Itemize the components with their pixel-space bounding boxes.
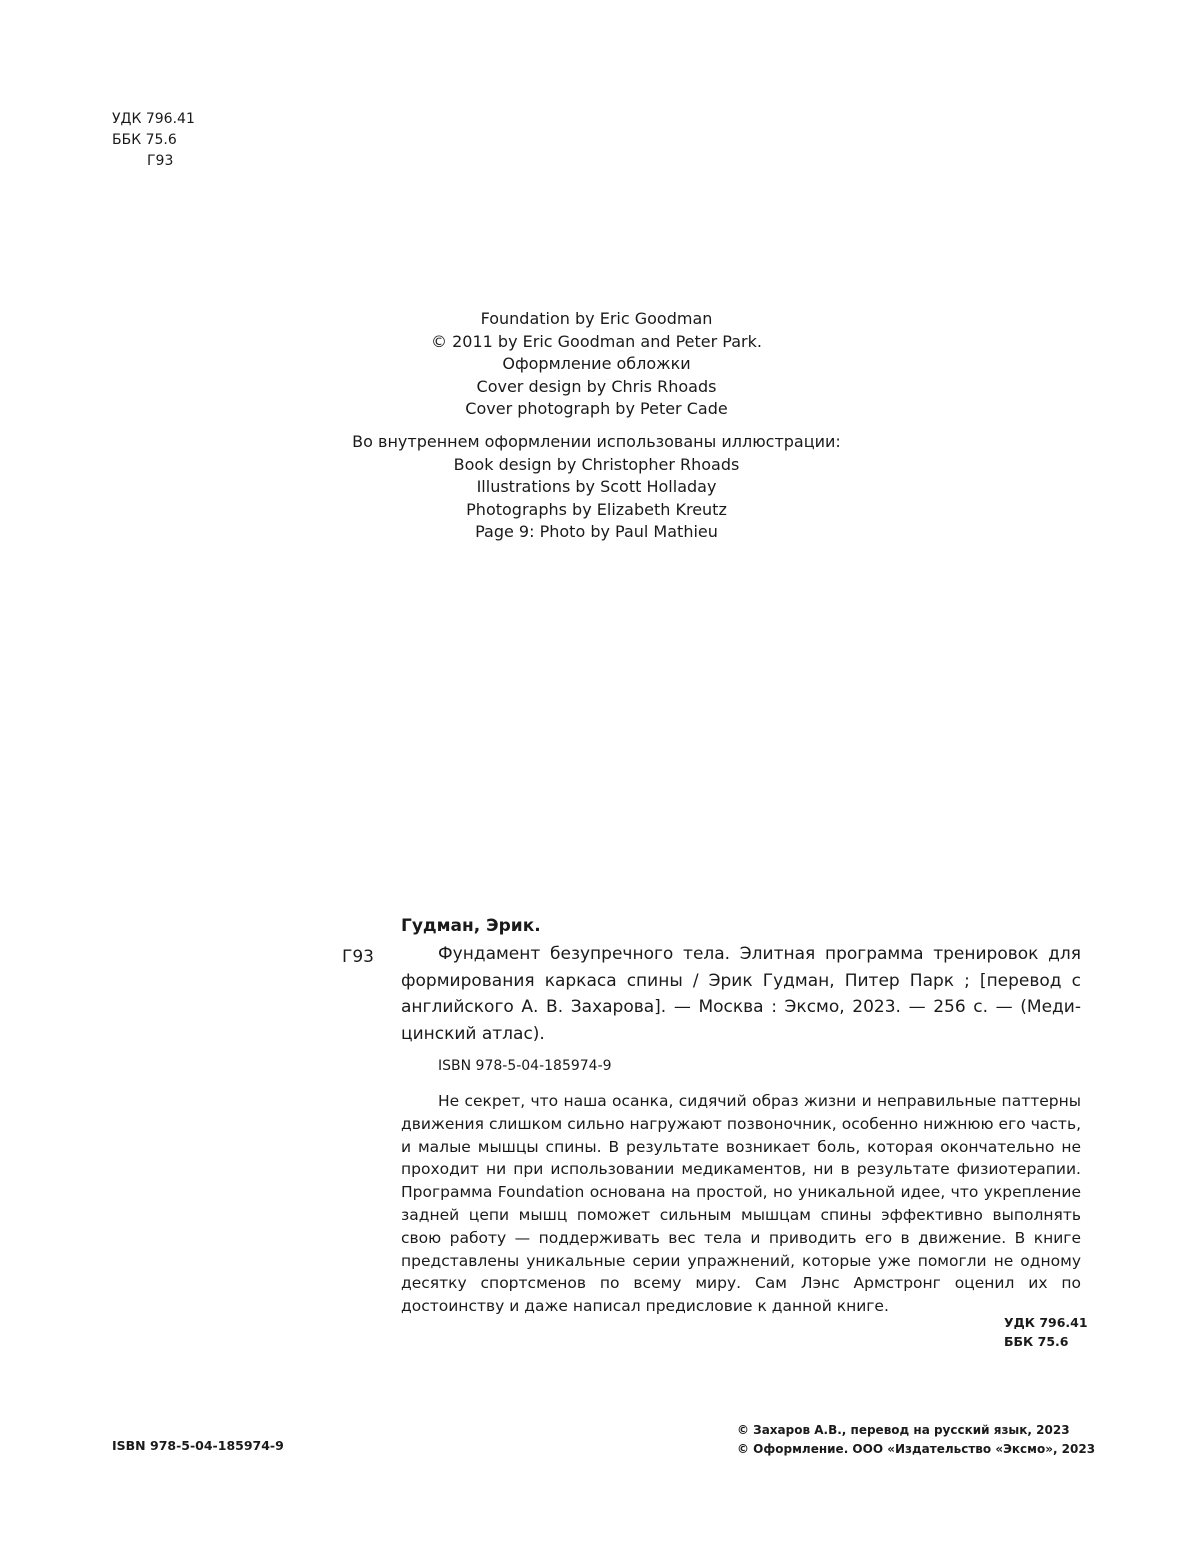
record-author: Гудман, Эрик.	[401, 916, 541, 936]
record-index-mark: Г93	[342, 947, 374, 967]
bbk-code: ББК 75.6	[112, 132, 177, 148]
credit-line: Book design by Christopher Rhoads	[453, 454, 740, 474]
record-description: Фундамент безупречного тела. Элитная программа тренировок для формирования каркаса спины / Эрик Гудман, Питер Парк ; [перевод с английского А. В. Захарова]. — Москва : Эксмо, 2023. — 256 с. — (Медицинский атлас).	[401, 944, 1081, 1044]
credits-interior-design	[0, 431, 1193, 544]
copyright-translation: © Захаров А.В., перевод на русский язык, 2023	[737, 1423, 1070, 1437]
classification-block	[112, 109, 195, 172]
credits-original-edition	[0, 308, 1193, 421]
record-udk: УДК 796.41	[1004, 1315, 1088, 1330]
credit-line: Cover photograph by Peter Cade	[465, 399, 728, 419]
credit-line: © 2011 by Eric Goodman and Peter Park.	[431, 331, 762, 351]
credit-line: Во внутреннем оформлении использованы иллюстрации:	[352, 432, 841, 451]
record-isbn: ISBN 978-5-04-185974-9	[438, 1058, 612, 1074]
credit-line: Illustrations by Scott Holladay	[476, 477, 717, 497]
credit-line: Page 9: Photo by Paul Mathieu	[475, 522, 718, 542]
credit-line: Cover design by Chris Rhoads	[476, 376, 717, 396]
footer-copyright	[737, 1421, 1095, 1459]
record-annotation: Не секрет, что наша осанка, сидячий образ жизни и неправильные паттерны движения слишком сильно нагружают позвоночник, особенно нижнюю его часть, и малые мышцы спины. В результате возникает боль, которая окончательно не проходит ни при использовании медикаментов, ни в результате физиотерапии. Программа Foundation основана на простой, но уникальной идее, что укрепление задней цепи мышц поможет сильным мышцам спины эффективно выполнять свою работу — поддерживать вес тела и приводить его в движение. В книге представлены уникальные серии упражнений, которые уже помогли не одному десятку спортсменов по всему миру. Сам Лэнс Армстронг оценил их по достоинству и даже написал предисловие к данной книге.	[401, 1092, 1081, 1316]
copyright-design: © Оформление. ООО «Издательство «Эксмо», 2023	[737, 1442, 1096, 1456]
author-mark: Г93	[147, 153, 174, 169]
record-classification	[1004, 1313, 1088, 1351]
footer-isbn: ISBN 978-5-04-185974-9	[112, 1438, 284, 1453]
record-bbk: ББК 75.6	[1004, 1334, 1069, 1349]
credit-line: Foundation by Eric Goodman	[480, 309, 713, 328]
credit-line: Оформление обложки	[502, 354, 691, 374]
udk-code: УДК 796.41	[112, 111, 195, 127]
credit-line: Photographs by Elizabeth Kreutz	[466, 499, 727, 519]
